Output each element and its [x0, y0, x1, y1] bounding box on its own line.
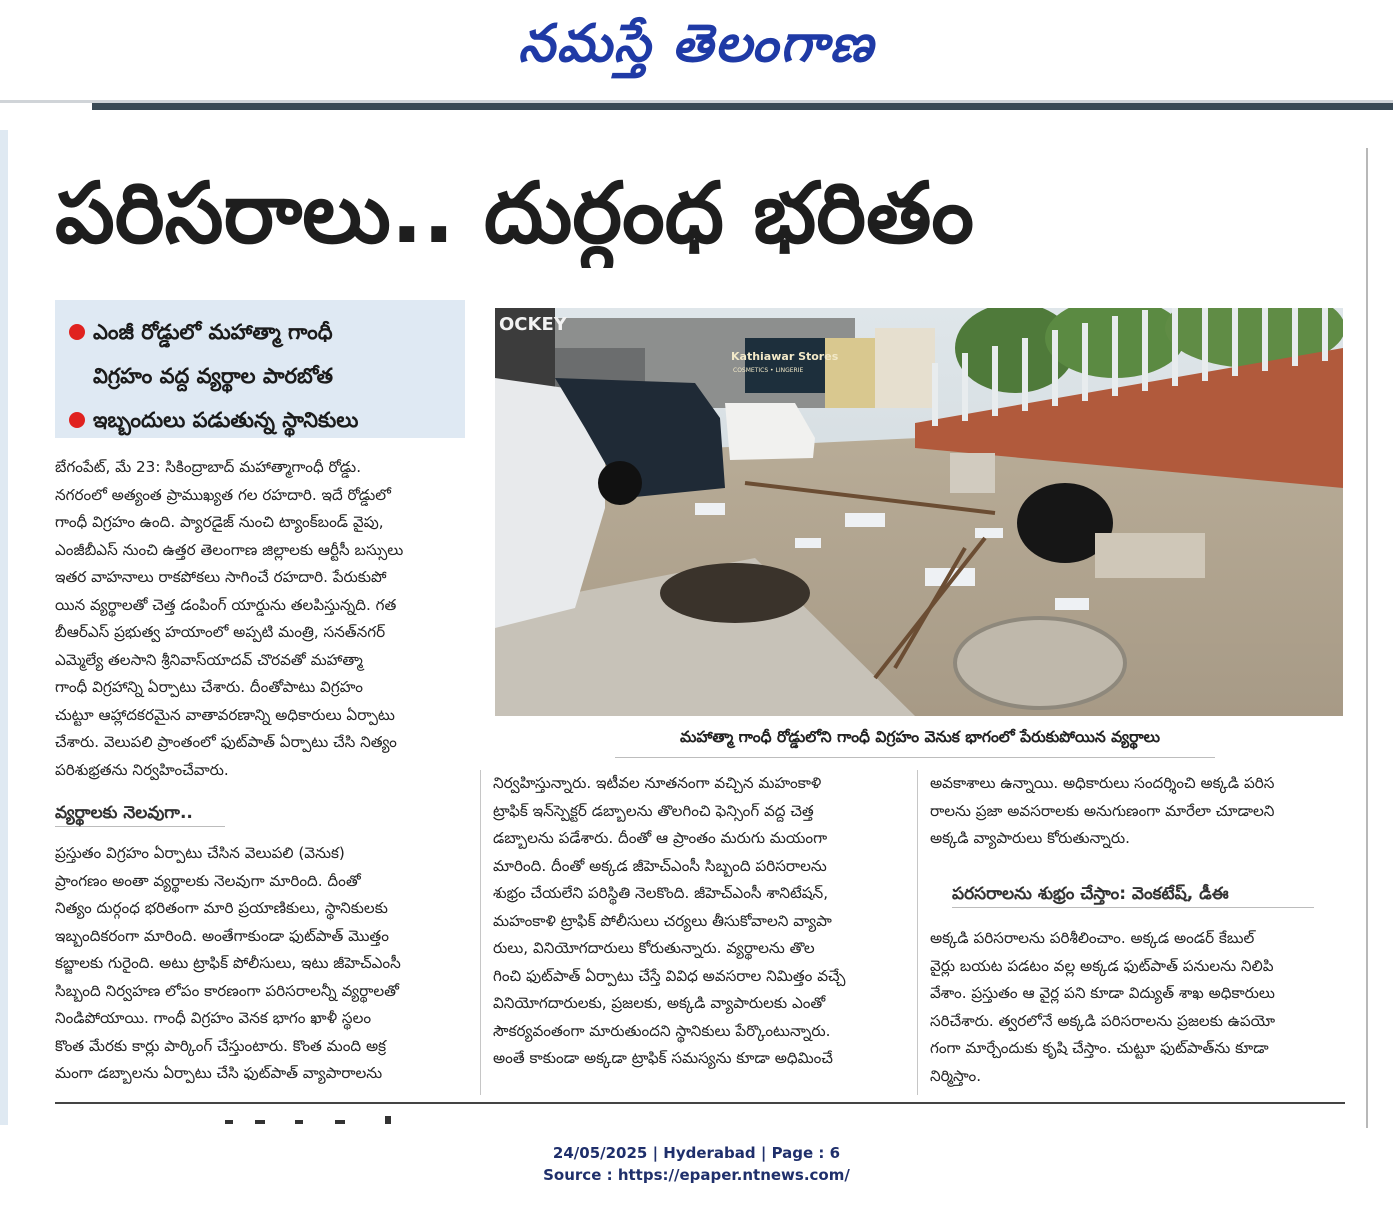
column-2-body [493, 770, 905, 1073]
highlights-box [55, 300, 465, 438]
text-line: సరిచేశారు. త్వరలోనే అక్కడి పరిసరాలను ప్రజలకు ఉపయో [930, 1011, 1276, 1030]
article-headline: పరిసరాలు.. దుర్గంధ భరితం [55, 164, 974, 262]
text-line: బేగంపేట్, మే 23: సికింద్రాబాద్ మహాత్మాగాంధీ రోడ్డు. [55, 458, 362, 476]
street-garbage-photo [495, 308, 1343, 716]
masthead-rule-thick [92, 103, 1393, 110]
text-line: ప్రాంగణం అంతా వ్యర్థాలకు నెలవుగా మారింది. దీంతో [55, 871, 361, 890]
text-line: కబ్జాలకు గురైంది. అటు ట్రాఫిక్ పోలీసులు, ఇటు జీహెచ్‌ఎంసీ [55, 954, 401, 972]
photo-sign-text: OCKEY [499, 314, 567, 335]
photo-sign-text: Kathiawar Stores [731, 350, 839, 363]
column-3-body-a [930, 770, 1344, 853]
text-line: మారింది. దీంతో అక్కడ జీహెచ్‌ఎంసీ సిబ్బంది పరిసరాలను [493, 856, 827, 875]
text-line: రాలను ప్రజా అవసరాలకు అనుగుణంగా మారేలా చూడాలని [930, 801, 1275, 820]
text-line: మహంకాళి ట్రాఫిక్ పోలీసులు చర్యలు తీసుకోవాలని వ్యాపా [493, 911, 832, 930]
highlight-item-continued: విగ్రహం వద్ద వ్యర్థాల పారబోత [93, 364, 334, 388]
column-3-body-b [930, 925, 1344, 1090]
text-line: యిన వ్యర్థాలతో చెత్త డంపింగ్ యార్డును తలపిస్తున్నది. గత [55, 595, 397, 614]
text-line: గంగా మార్చేందుకు కృషి చేస్తాం. చుట్టూ ఫుట్‌పాత్‌ను కూడా [930, 1039, 1269, 1057]
text-line: ఎంజీబీఎస్ నుంచి ఉత్తర తెలంగాణ జిల్లాలకు ఆర్టీసీ బస్సులు [55, 540, 404, 559]
footer-date-line: 24/05/2025 | Hyderabad | Page : 6 [552, 1144, 841, 1162]
text-line: నగరంలో అత్యంత ప్రాముఖ్యత గల రహదారి. ఇదే రోడ్డులో [55, 485, 391, 504]
column-1-body-a [55, 454, 465, 784]
photo-sign-text: COSMETICS • LINGERIE [733, 367, 804, 374]
text-line: నిండిపోయాయి. గాంధీ విగ్రహం వెనక భాగం ఖాళీ స్థలం [55, 1009, 372, 1027]
text-line: వినియోగదారులకు, ప్రజలకు, అక్కడి వ్యాపారులకు ఎంతో [493, 994, 826, 1012]
column-1-subhead: వ్యర్థాలకు నెలవుగా.. [55, 800, 225, 827]
text-line: అక్కడి వ్యాపారులు కోరుతున్నారు. [930, 829, 1131, 847]
text-line: గాంధీ విగ్రహాన్ని ఏర్పాటు చేశారు. దీంతోపాటు విగ్రహం [55, 678, 363, 696]
text-line: నిర్మిస్తాం. [930, 1066, 982, 1085]
page-right-edge [1366, 148, 1368, 1128]
text-line: సౌకర్యవంతంగా మారుతుందని స్థానికులు పేర్కొంటున్నారు. [493, 1021, 831, 1040]
highlight-item: ఇబ్బందులు పడుతున్న స్థానికులు [65, 398, 455, 442]
page-left-edge [0, 130, 8, 1125]
text-line: నిత్యం దుర్గంధ భరితంగా మారి ప్రయాణికులు, స్థానికులకు [55, 899, 388, 917]
text-line: ట్రాఫిక్ ఇన్‌స్పెక్టర్ డబ్బాలను తొలగించి ఫెన్సింగ్ వద్ద చెత్త [493, 801, 814, 820]
text-line: గించి ఫుట్‌పాత్ ఏర్పాటు చేస్తే వివిధ అవసరాల నిమిత్తం వచ్చే [493, 966, 846, 985]
highlight-item: ఎంజీ రోడ్డులో మహాత్మా గాంధీ [65, 310, 455, 354]
text-line: బీఆర్‌ఎస్ ప్రభుత్వ హయాంలో అప్పటి మంత్రి, సనత్‌నగర్ [55, 623, 386, 641]
bullet-dot-icon [69, 412, 85, 428]
text-line: చేశారు. వెలుపలి ప్రాంతంలో ఫుట్‌పాత్ ఏర్పాటు చేసి నిత్యం [55, 733, 397, 751]
caption-rule [615, 757, 1215, 758]
footer-source-line: Source : https://epaper.ntnews.com/ [543, 1166, 850, 1184]
column-divider [917, 770, 918, 1095]
text-line: రులు, వినియోగదారులు కోరుతున్నారు. వ్యర్థాలను తొల [493, 939, 815, 957]
column-divider [480, 770, 481, 1095]
bullet-dot-icon [69, 324, 85, 340]
text-line: ప్రస్తుతం విగ్రహం ఏర్పాటు చేసిన వెలుపలి (వెనుక) [55, 844, 345, 862]
text-line: వైర్లు బయట పడటం వల్ల అక్కడ ఫుట్‌పాత్ పనులను నిలిపి [930, 956, 1274, 975]
text-line: కొంత మేరకు కార్లు పార్కింగ్ చేస్తుంటారు. కొంత మంది అక్ర [55, 1036, 387, 1055]
text-line: అంతే కాకుండా అక్కడా ట్రాఫిక్ సమస్యను కూడా అధిమించే [493, 1049, 833, 1067]
text-line: అక్కడి పరిసరాలను పరిశీలించాం. అక్కడ అండర్ కేబుల్ [930, 929, 1255, 947]
text-line: నిర్వహిస్తున్నారు. ఇటీవల నూతనంగా వచ్చిన మహంకాళి [493, 774, 822, 792]
text-line: ఎమ్మెల్యే తలసాని శ్రీనివాస్‌యాదవ్ చొరవతో మహాత్మా [55, 650, 363, 669]
column-1-body-b [55, 840, 465, 1088]
text-line: మంగా డబ్బాలను ఏర్పాటు చేసి ఫుట్‌పాత్ వ్యాపారాలను [55, 1064, 383, 1082]
column-3-subhead: పరసరాలను శుభ్రం చేస్తాం: వెంకటేష్, డీఈ [952, 881, 1314, 908]
masthead [0, 0, 1393, 100]
text-line: సిబ్బంది నిర్వహణ లోపం కారణంగా పరిసరాలన్నీ వ్యర్థాలతో [55, 981, 399, 1000]
text-line: పరిశుభ్రతను నిర్వహించేవారు. [55, 760, 229, 779]
photo-caption: మహాత్మా గాంధీ రోడ్డులోని గాంధీ విగ్రహం వెనుక భాగంలో పేరుకుపోయిన వ్యర్థాలు [679, 728, 1160, 746]
text-line: అవకాశాలు ఉన్నాయి. అధికారులు సందర్శించి అక్కడి పరిస [930, 774, 1275, 792]
cut-off-text-fragment [225, 1116, 405, 1126]
text-line: డబ్బాలను పడేశారు. దీంతో ఆ ప్రాంతం మరుగు మయంగా [493, 829, 828, 847]
text-line: గాంధీ విగ్రహం ఉంది. ప్యారడైజ్ నుంచి ట్యాంక్‌బండ్ వైపు, [55, 513, 384, 531]
text-line: శుభ్రం చేయలేని పరిస్థితి నెలకొంది. జీహెచ్‌ఎంసీ శానిటేషన్, [493, 884, 829, 902]
text-line: ఇతర వాహనాలు రాకపోకలు సాగించే రహదారి. పేరుకుపో [55, 568, 387, 586]
text-line: వేశాం. ప్రస్తుతం ఆ వైర్ల పని కూడా విద్యుత్ శాఖ అధికారులు [930, 984, 1275, 1002]
bottom-rule [55, 1102, 1345, 1104]
text-line: ఇబ్బందికరంగా మారింది. అంతేగాకుండా ఫుట్‌పాత్ మొత్తం [55, 926, 389, 945]
newspaper-logo: నమస్తే తెలంగాణ [518, 14, 875, 74]
article-photo [495, 308, 1343, 716]
text-line: చుట్టూ ఆహ్లాదకరమైన వాతావరణాన్ని అధికారులు ఏర్పాటు [55, 705, 395, 724]
